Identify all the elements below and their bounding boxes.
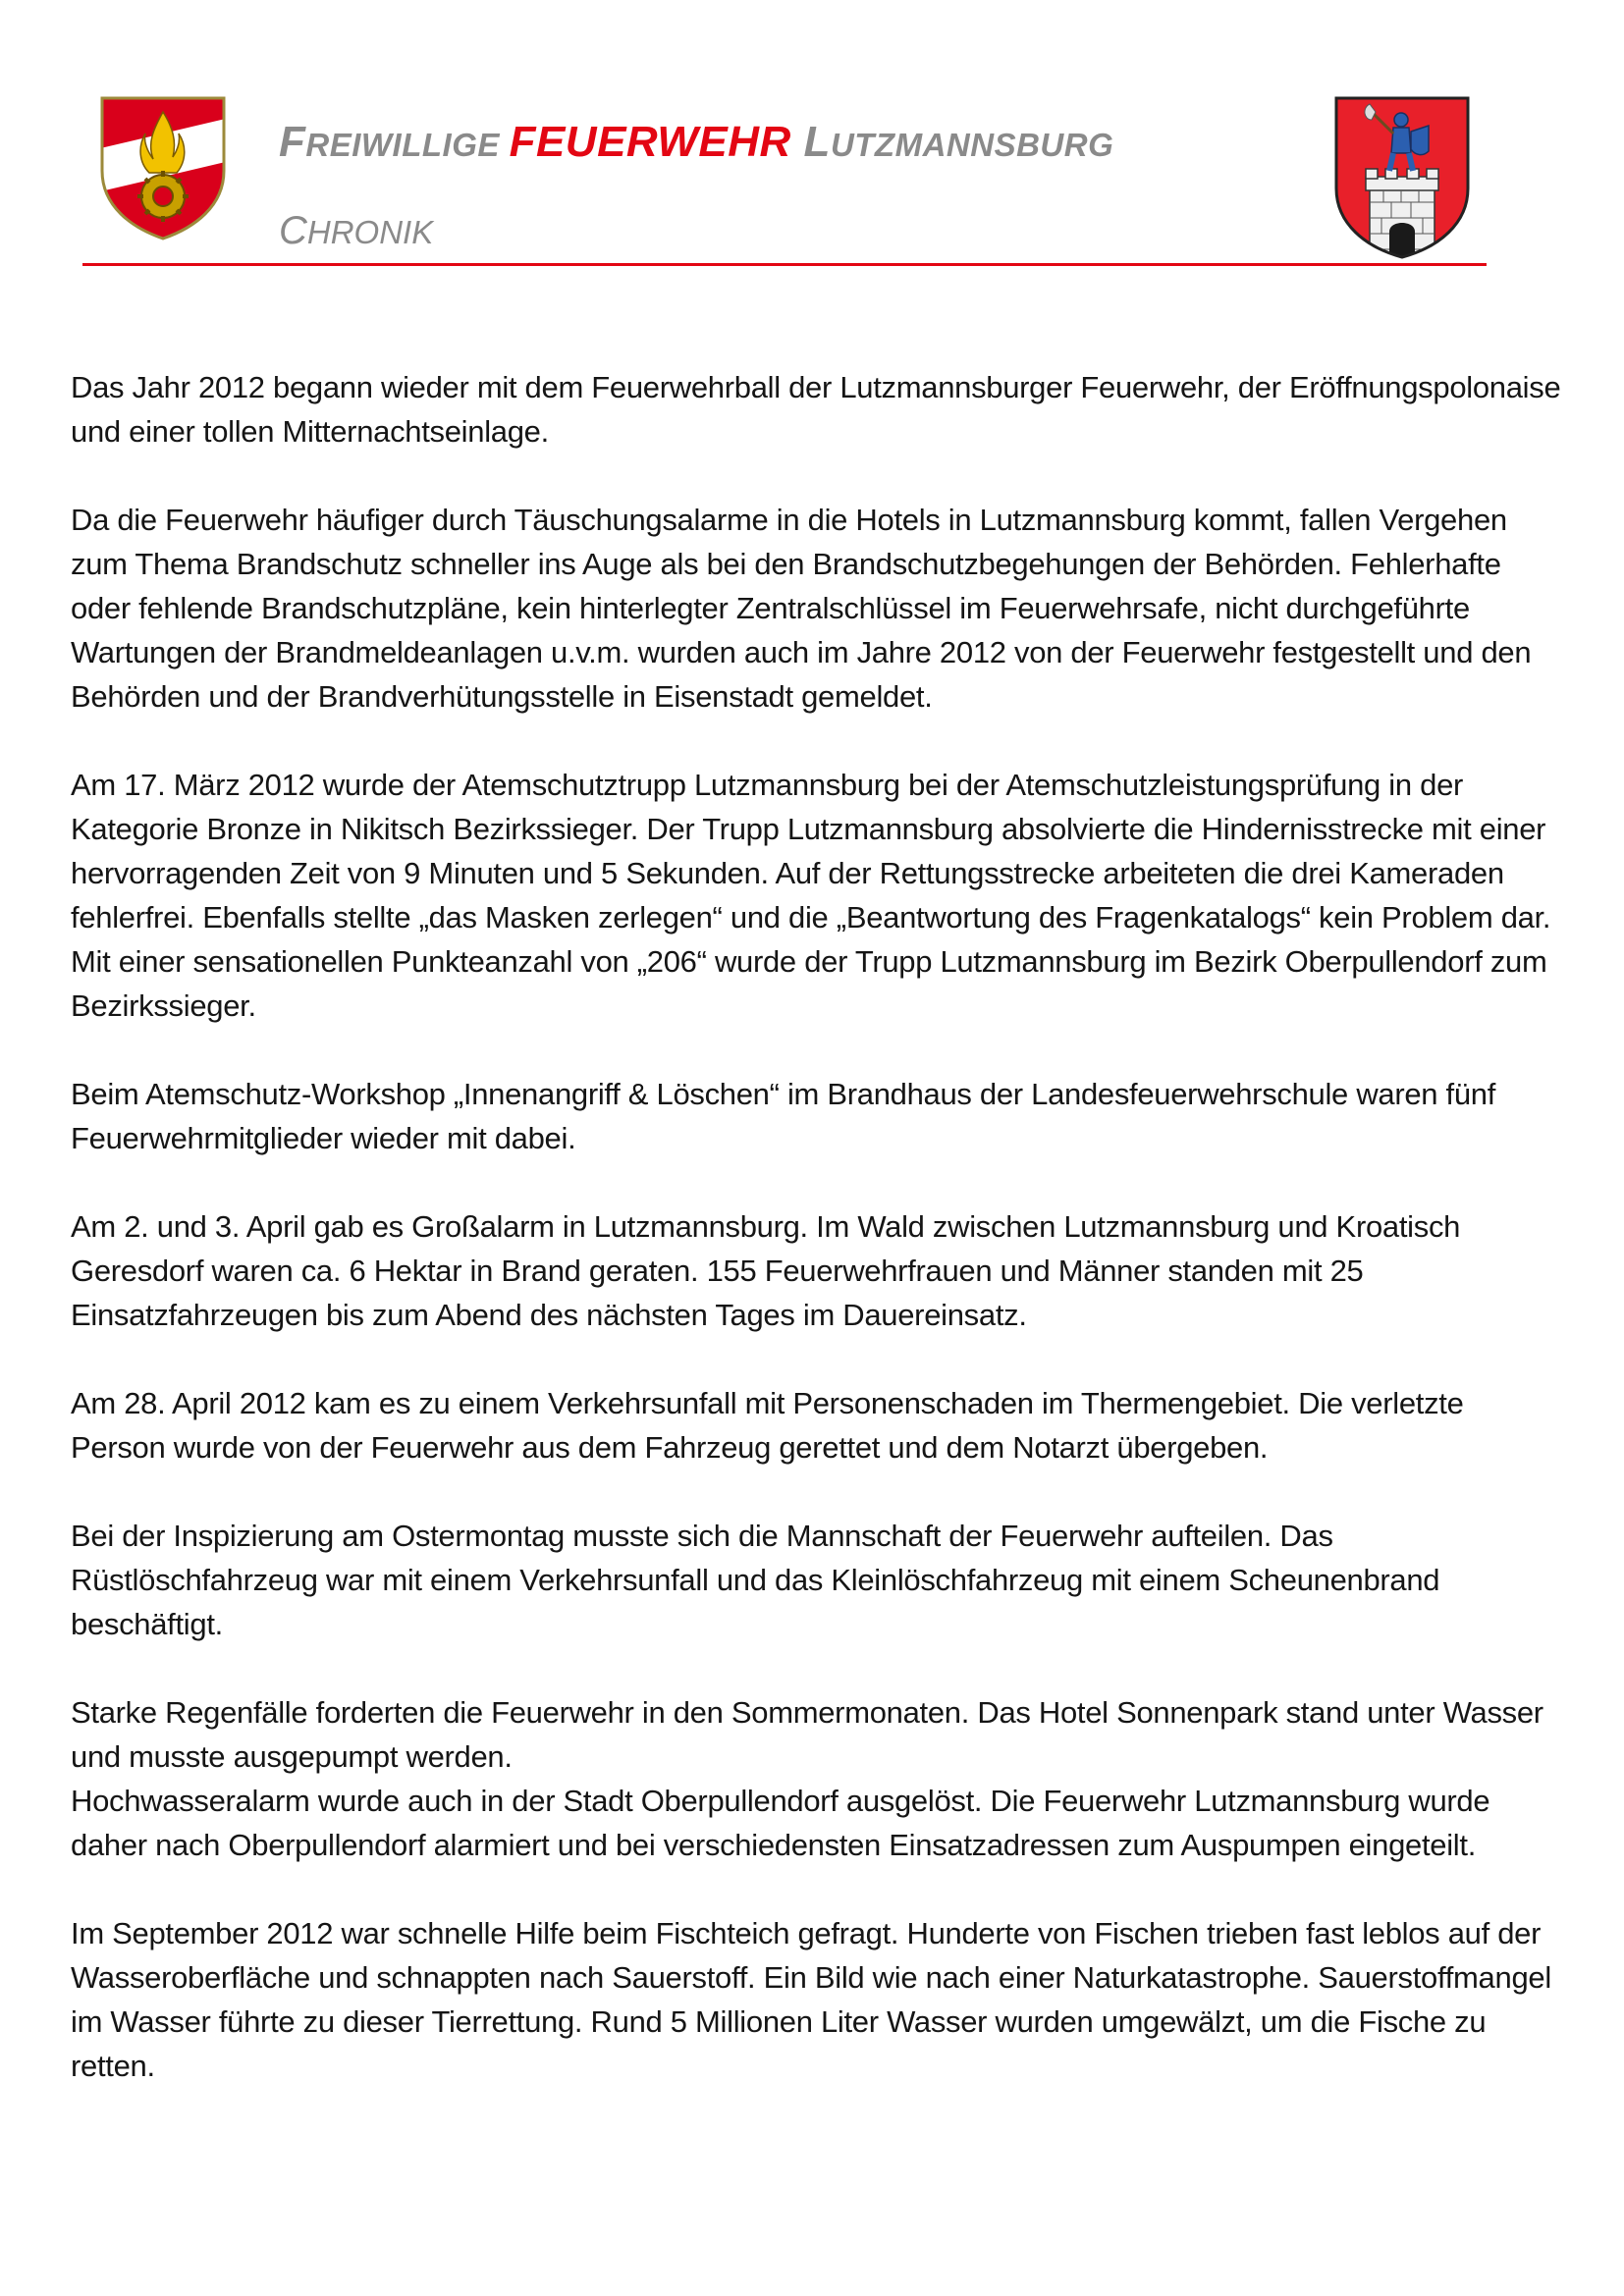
paragraph-feuerwehrball: Das Jahr 2012 begann wieder mit dem Feuerwehrball der Lutzmannsburger Feuerwehr, der Eröffnungspolonaise und einer tollen Mitternachtseinlage. [71, 370, 1561, 449]
paragraph-grossalarm: Am 2. und 3. April gab es Großalarm in Lutzmannsburg. Im Wald zwischen Lutzmannsburg und Kroatisch Geresdorf waren ca. 6 Hektar in Brand geraten. 155 Feuerwehrfrauen und Männer standen mit 25 Einsatzfahrzeugen bis zum Abend des nächsten Tages im Dauereinsatz. [71, 1209, 1461, 1332]
fire-brigade-emblem-icon [98, 94, 228, 241]
paragraph-hochwasseralarm: Hochwasseralarm wurde auch in der Stadt Oberpullendorf ausgelöst. Die Feuerwehr Lutzmannsburg wurde daher nach Oberpullendorf alarmiert und bei verschiedensten Einsatzadressen zum Auspumpen eingeteilt. [71, 1784, 1490, 1862]
paragraph-regenfaelle: Starke Regenfälle forderten die Feuerwehr in den Sommermonaten. Das Hotel Sonnenpark stand unter Wasser und musste ausgepumpt werden. [71, 1695, 1543, 1774]
document-subtitle [279, 209, 433, 253]
title-word-freiwillige: REIWILLIGE [305, 127, 510, 163]
subtitle-initial: C [279, 209, 307, 252]
paragraph-verkehrsunfall: Am 28. April 2012 kam es zu einem Verkehrsunfall mit Personenschaden im Thermengebiet. Die verletzte Person wurde von der Feuerwehr aus dem Fahrzeug gerettet und dem Notarzt übergeben. [71, 1386, 1464, 1465]
paragraph-atemschutz-workshop: Beim Atemschutz-Workshop „Innenangriff & Löschen“ im Brandhaus der Landesfeuerwehrschule waren fünf Feuerwehrmitglieder wieder mit dabei. [71, 1077, 1496, 1155]
title-initial-f: F [279, 118, 306, 166]
header-divider [82, 263, 1487, 266]
organization-title [279, 118, 1113, 167]
title-word-lutzmannsburg: UTZMANNSBURG [830, 127, 1114, 163]
title-word-feuerwehr: FEUERWEHR [509, 118, 791, 166]
chronicle-body [71, 365, 1563, 2132]
subtitle-rest: HRONIK [306, 214, 434, 250]
paragraph-atemschutzleistungspruefung: Am 17. März 2012 wurde der Atemschutztrupp Lutzmannsburg bei der Atemschutzleistungsprüfung in der Kategorie Bronze in Nikitsch Bezirkssieger. Der Trupp Lutzmannsburg absolvierte die Hindernisstrecke mit einer hervorragenden Zeit von 9 Minuten und 5 Sekunden. Auf der Rettungsstrecke arbeiteten die drei Kameraden fehlerfrei. Ebenfalls stellte „das Masken zerlegen“ und die „Beantwortung des Fragenkatalogs“ kein Problem dar. Mit einer sensationellen Punkteanzahl von „206“ wurde der Trupp Lutzmannsburg im Bezirk Oberpullendorf zum Bezirkssieger. [71, 768, 1551, 1023]
title-initial-l: L [790, 118, 831, 166]
paragraph-inspizierung: Bei der Inspizierung am Ostermontag musste sich die Mannschaft der Feuerwehr aufteilen. Das Rüstlöschfahrzeug war mit einem Verkehrsunfall und das Kleinlöschfahrzeug mit einem Scheunenbrand beschäftigt. [71, 1519, 1440, 1641]
paragraph-brandschutz: Da die Feuerwehr häufiger durch Täuschungsalarme in die Hotels in Lutzmannsburg kommt, fallen Vergehen zum Thema Brandschutz schneller ins Auge als bei den Brandschutzbegehungen der Behörden. Fehlerhafte oder fehlende Brandschutzpläne, kein hinterlegter Zentralschlüssel im Feuerwehrsafe, nicht durchgeführte Wartungen der Brandmeldeanlagen u.v.m. wurden auch im Jahre 2012 von der Feuerwehr festgestellt und den Behörden und der Brandverhütungsstelle in Eisenstadt gemeldet. [71, 503, 1532, 714]
paragraph-fischteich: Im September 2012 war schnelle Hilfe beim Fischteich gefragt. Hunderte von Fischen trieben fast leblos auf der Wasseroberfläche und schnappten nach Sauerstoff. Ein Bild wie nach einer Naturkatastrophe. Sauerstoffmangel im Wasser führte zu dieser Tierrettung. Rund 5 Millionen Liter Wasser wurden umgewälzt, um die Fische zu retten. [71, 1916, 1551, 2083]
lutzmannsburg-coat-of-arms-icon [1332, 94, 1472, 261]
page-header [0, 0, 1624, 285]
